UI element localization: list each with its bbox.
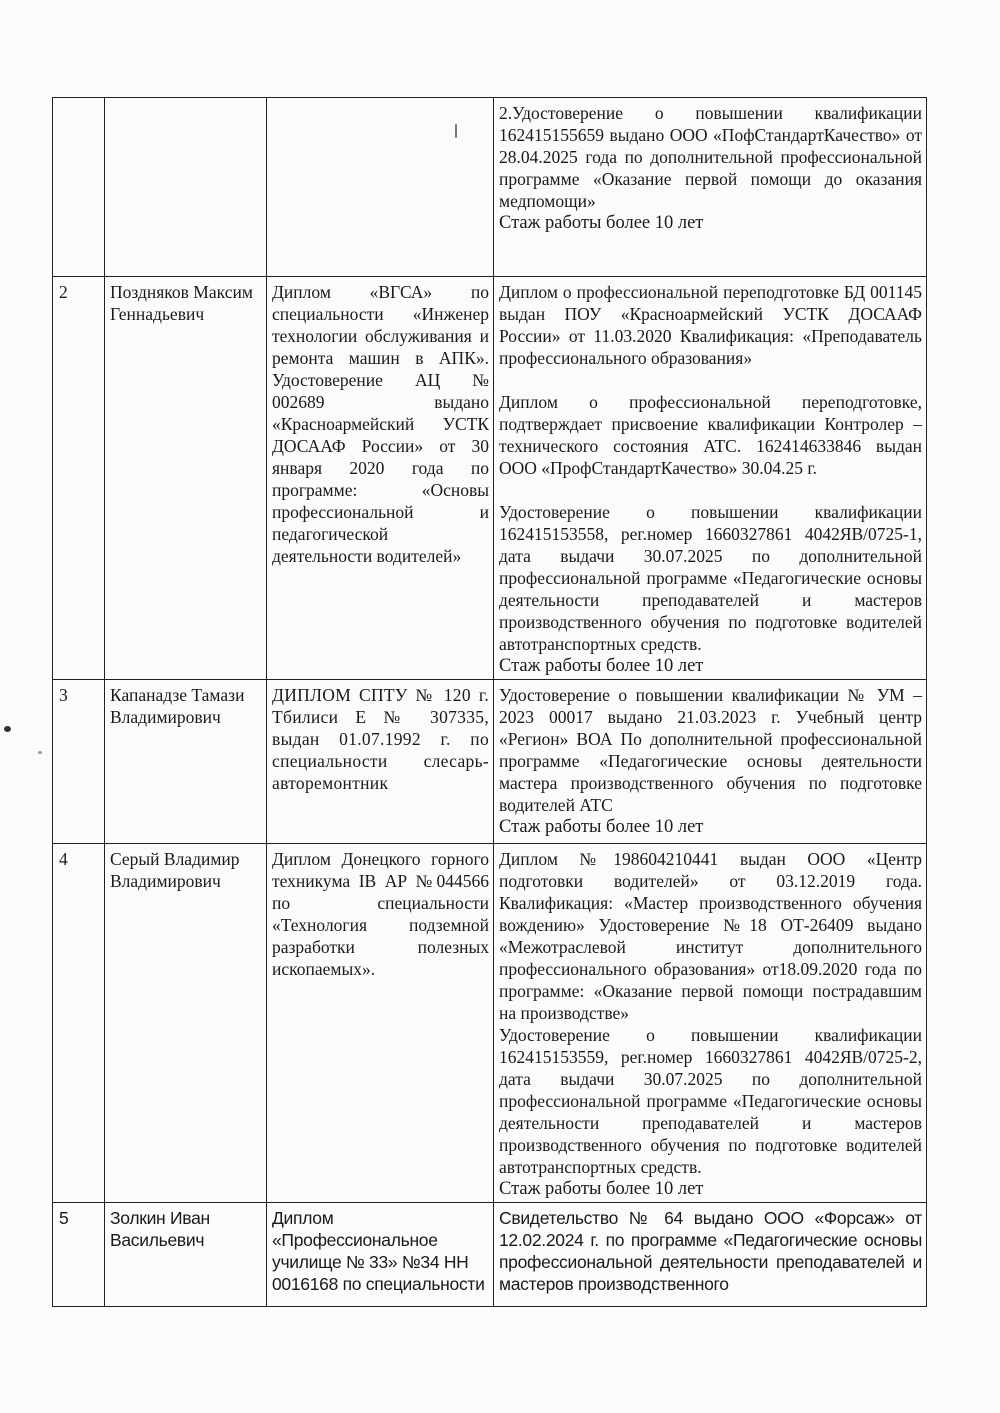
name-cell: Золкин Иван Васильевич — [105, 1203, 267, 1307]
table-row — [53, 277, 927, 680]
table-row — [53, 844, 927, 1203]
qualification-paragraph: Свидетельство № 64 выдано ООО «Форсаж» от 12.02.2024 г. по программе «Педагогические основы профессиональной деятельности преподавателей и мастеров производственного — [499, 1208, 927, 1294]
name-cell: Серый Владимир Владимирович — [105, 844, 267, 1203]
education-cell: Диплом «ВГСА» по специальности «Инженер технологии обслуживания и ремонта машин в АПК». Удостоверение АЦ № 002689 выдано «Красноармейский УСТК ДОСААФ России» от 30 января 2020 года по программе: «Основы профессиональной и педагогической деятельности водителей» — [267, 277, 494, 680]
qualification-cell — [494, 844, 927, 1203]
education-cell — [267, 98, 494, 277]
qualification-cell — [494, 277, 927, 680]
staff-qualifications-table — [52, 97, 927, 1307]
row-number-cell: 2 — [53, 277, 105, 680]
scan-speck — [38, 751, 42, 754]
qualification-paragraph: Удостоверение о повышении квалификации 162415153558, рег.номер 1660327861 4042ЯВ/0725-1, дата выдачи 30.07.2025 по дополнительной профессиональной программе «Педагогические основы деятельности преподавателей и мастеров производственного обучения по подготовке водителей автотранспортных средств. — [499, 502, 927, 654]
qualification-paragraph: Диплом о профессиональной переподготовке БД 001145 выдан ПОУ «Красноармейский УСТК ДОСААФ России» от 11.03.2020 Квалификация: «Преподаватель профессионального образования» — [499, 282, 927, 368]
row-number-cell — [53, 98, 105, 277]
qualification-cell — [494, 98, 927, 277]
qualification-paragraph: 2.Удостоверение о повышении квалификации 162415155659 выдано ООО «ПофСтандартКачество» от 28.04.2025 года по дополнительной профессиональной программе «Оказание первой помощи до оказания медпомощи» — [499, 103, 927, 211]
row-number-cell: 5 — [53, 1203, 105, 1307]
table-row — [53, 98, 927, 277]
scan-speck — [4, 726, 11, 732]
table-row — [53, 680, 927, 844]
education-cell: ДИПЛОМ СПТУ № 120 г. Тбилиси Е № 307335, выдан 01.07.1992 г. по специальности слесарь-авторемонтник — [267, 680, 494, 844]
qualification-paragraph: Удостоверение о повышении квалификации 162415153559, рег.номер 1660327861 4042ЯВ/0725-2, дата выдачи 30.07.2025 по дополнительной профессиональной программе «Педагогические основы деятельности преподавателей и мастеров производственного обучения по подготовке водителей автотранспортных средств. — [499, 1025, 927, 1177]
experience-text: Стаж работы более 10 лет — [499, 656, 704, 676]
experience-text: Стаж работы более 10 лет — [499, 1179, 704, 1199]
name-cell — [105, 98, 267, 277]
row-number-cell: 4 — [53, 844, 105, 1203]
name-cell: Поздняков Максим Геннадьевич — [105, 277, 267, 680]
experience-text: Стаж работы более 10 лет — [499, 817, 704, 837]
qualification-paragraph: Диплом о профессиональной переподготовке, подтверждает присвоение квалификации Контролер – технического состояния АТС. 162414633846 выдан ООО «ПрофСтандартКачество» 30.04.25 г. — [499, 392, 927, 478]
qualification-cell — [494, 1203, 927, 1307]
name-cell: Капанадзе Тамази Владимирович — [105, 680, 267, 844]
qualification-paragraph: Диплом №198604210441 выдан ООО «Центр подготовки водителей» от 03.12.2019 года. Квалификация: «Мастер производственного обучения вождению» Удостоверение №18 ОТ-26409 выдано «Межотраслевой институт дополнительного профессионального образования» от18.09.2020 года по программе: «Оказание первой помощи пострадавшим на производстве» — [499, 849, 927, 1023]
scan-speck — [455, 124, 457, 138]
qualification-paragraph: Удостоверение о повышении квалификации № УМ – 2023 00017 выдано 21.03.2023 г. Учебный центр «Регион» ВОА По дополнительной профессиональной программе «Педагогические основы деятельности мастера производственного обучения по подготовке водителей АТС — [499, 685, 927, 815]
table-row — [53, 1203, 927, 1307]
qualification-cell — [494, 680, 927, 844]
education-cell: Диплом Донецкого горного техникума IB АР №044566 по специальности «Технология подземной разработки полезных ископаемых». — [267, 844, 494, 1203]
experience-text: Стаж работы более 10 лет — [499, 213, 704, 233]
education-cell: Диплом «Профессиональное училище № 33» №34 НН 0016168 по специальности — [267, 1203, 494, 1307]
row-number-cell: 3 — [53, 680, 105, 844]
